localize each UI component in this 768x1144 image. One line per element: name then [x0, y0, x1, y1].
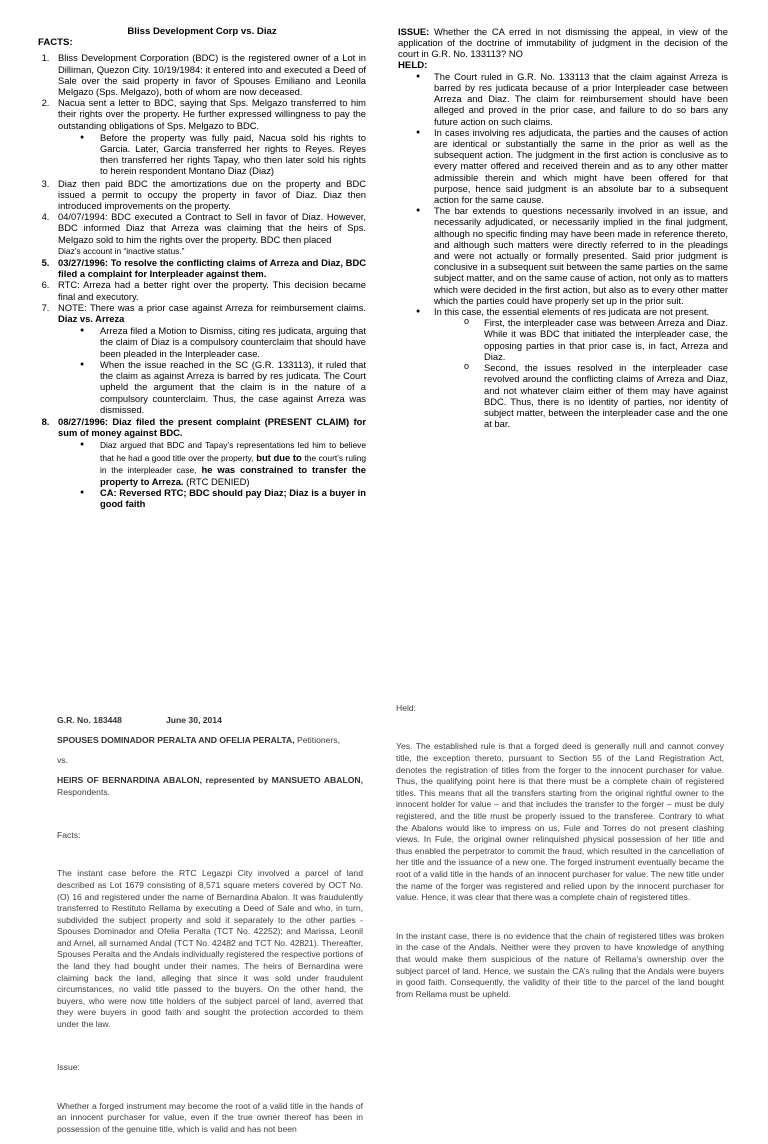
case1-left-column [38, 26, 366, 511]
petitioners-name: SPOUSES DOMINADOR PERALTA AND OFELIA PERALTA, [57, 734, 295, 745]
issue-text: Whether the CA erred in not dismissing the appeal, in view of the application of the doctrine of immutability of judgment in the decision of the court in G.R. No. 133113? NO [398, 26, 728, 60]
case2-held-paragraph: Yes. The established rule is that a forged deed is generally null and cannot convey title, the exception thereto, pursuant to Section 55 of the Land Registration Act, denotes the registration of titles from the forger to the innocent purchaser for value. Thus, the qualifying point here is that there must be a complete chain of registered titles. This means that all the transfers starting from the original rightful owner to the innocent holder for value – and that includes the transfer to the forger – must be duly registered, and the title must be properly issued to the transferee. Contrary to what the Abalons would like to impress on us, Fule and Torres do not present clashing views. In Fule, the original owner relinquished physical possession of her title and thus enabled the perpetrator to commit the fraud, which resulted in the cancellation of her title and the issuance of a new one. The forged instrument eventually became the root of a valid title in the hands of an innocent purchaser for value. The new title under the name of the forger was registered and relied upon by the innocent purchaser for value. Hence, it was clear that there was a complete chain of registered titles. [396, 741, 724, 903]
fact-text: Diaz then paid BDC the amortizations due on the property and BDC issued a permit to occupy the property in favor of Diaz. Diaz then introduced improvements on the property. [58, 177, 366, 212]
fact-text: 08/27/1996: Diaz filed the present complaint (PRESENT CLAIM) for sum of money against BDC. [58, 415, 366, 439]
issue-label: ISSUE: [398, 26, 430, 37]
case2-held-paragraph: In the instant case, there is no evidence that the chain of registered titles was broken in the case of the Andals. Neither were they proven to have knowledge of anything that would make them suspicious of the nature of Rellama’s ownership over the subject parcel of land. Hence, we sustain the CA’s ruling that the Andals were buyers in good faith. Consequently, the validity of their title to the parcel of the land bought from Rellama must be upheld. [396, 930, 724, 999]
case1-right-column [398, 26, 728, 429]
fact-subtext: Diaz argued that BDC and Tapay’s representations led him to believe that he had a good title over the property, [100, 440, 366, 463]
decision-date: June 30, 2014 [165, 714, 222, 725]
respondents-name: HEIRS OF BERNARDINA ABALON, represented by MANSUETO ABALON, [57, 775, 363, 786]
case2-right-column [396, 694, 724, 1009]
held-text: In this case, the essential elements of res judicata are not present. [434, 306, 710, 318]
case2-caption [57, 715, 363, 727]
fact-subtext-bold: but due to [256, 451, 302, 463]
fact-subtext-bold: he was constrained to transfer the property to Arreza. [100, 463, 366, 487]
fact-text: 03/27/1996: To resolve the conflicting claims of Arreza and Diaz, BDC filed a complaint for Interpleader against them. [58, 257, 366, 280]
held-sublist [434, 317, 728, 429]
fact-text: Bliss Development Corporation (BDC) is the registered owner of a Lot in Dilliman, Quezon City. 10/19/1984: it entered into and executed a Deed of Sale over the said property in favor of Spouses Emiliano and Leonila Melgazo (Sps. Melgazo), both of whom are now deceased. [58, 52, 366, 98]
fact-item [52, 52, 366, 97]
versus: vs. [57, 754, 68, 765]
case2-facts-heading: Facts: [57, 829, 81, 840]
fact-text: Nacua sent a letter to BDC, saying that Sps. Melgazo transferred to him their rights over the property. He further expressed willingness to pay the outstanding obligations of Sps. Melgazo to BDC. [58, 97, 366, 131]
fact-sublist [58, 439, 366, 509]
fact-subtext: the court’s ruling in the interpleader case, [100, 452, 367, 475]
petitioners-role: Petitioners, [297, 734, 340, 745]
case2-held-heading: Held: [396, 702, 417, 713]
fact-subitem: ● When the issue reached in the SC (G.R. 133113), it ruled that the claim as against Arreza is barred by res judicata. The Court upheld the argument that the claim is in the nature of a compulsory counterclaim. Thus, the case against Arreza was dismissed. [80, 359, 366, 415]
fact-subitem [80, 439, 366, 487]
fact-subitem: ● Arreza filed a Motion to Dismiss, citing res judicata, arguing that the claim of Diaz is a compulsory counterclaim that should have been pleaded in the Interpleader case. [80, 325, 366, 359]
case2-left-column [57, 706, 363, 1144]
case2-issue-text: Whether a forged instrument may become the root of a valid title in the hands of an innocent purchaser for value, even if the true owner thereof has been in possession of the genuine title, which is valid and has not been [57, 1100, 363, 1134]
case1-title: Bliss Development Corp vs. Diaz [127, 26, 277, 37]
fact-item [52, 178, 366, 212]
respondents-role: Respondents. [57, 786, 111, 797]
held-item: ● The Court ruled in G.R. No. 133113 that the claim against Arreza is barred by res judicata because of a prior Interpleader case between Arreza and Diaz. The claim for reimbursement should have been alleged and proved in the prior case, and failure to do so bars any future action on such claims. [416, 71, 728, 127]
fact-item [52, 257, 366, 279]
case1-held-list [398, 71, 728, 430]
fact-subitem: ● Before the property was fully paid, Nacua sold his rights to Garcia. Later, Garcia transferred her rights to Reyes. Reyes then transferred her rights Tapay, who then later sold his rights to herein respondent Montano Diaz (Diaz) [80, 132, 366, 177]
fact-item [52, 97, 366, 176]
held-item [416, 306, 728, 429]
case1-issue [398, 26, 728, 60]
gr-number: G.R. No. 183448 [57, 714, 122, 725]
fact-item [52, 416, 366, 510]
fact-subitem: ● CA: Reversed RTC; BDC should pay Diaz; Diaz is a buyer in good faith [80, 487, 366, 509]
petitioners [57, 735, 363, 747]
held-subitem: o Second, the issues resolved in the interpleader case revolved around the conflicting claims of Arreza and Diaz, and not whatever claim either of them may have against BDC. Thus, there is no identity of parties, nor identity of subject matter, between the interpleader case and the one at bar. [464, 362, 728, 429]
fact-text: RTC: Arreza had a better right over the property. This decision became final and executory. [58, 279, 366, 302]
case2-issue-heading: Issue: [57, 1061, 80, 1072]
fact-bold-tail: Diaz vs. Arreza [58, 313, 125, 325]
case1-facts-heading: FACTS: [38, 37, 73, 49]
fact-item [52, 279, 366, 301]
case1-facts-list [38, 52, 366, 509]
fact-small-text: Diaz’s account in “inactive status.” [58, 245, 185, 256]
held-subitem: o First, the interpleader case was between Arreza and Diaz. While it was BDC that initiated the interpleader case, the opposing parties in that prior case is, in fact, Arreza and Diaz. [464, 317, 728, 362]
respondents [57, 775, 363, 798]
fact-sublist [58, 325, 366, 415]
fact-text: NOTE: There was a prior case against Arreza for reimbursement claims. [58, 301, 366, 313]
held-item: ● The bar extends to questions necessarily involved in an issue, and necessarily adjudicated, or necessarily implied in the final judgment, although no specific finding may have been made in reference thereto, and although such matters were directly referred to in the pleadings and were not actually or formally presented. Said prior judgment is conclusive in a subsequent suit between the same parties on the same subject matter, and on the same cause of action, not only as to matters which were decided in the first action, but also as to every other matter which the parties could have properly set up in the prior suit. [416, 205, 728, 306]
fact-item [52, 211, 366, 257]
fact-text: 04/07/1994: BDC executed a Contract to Sell in favor of Diaz. However, BDC informed Diaz that Arreza was claiming that the heirs of Sps. Melgazo sold to him the rights over the property. BDC then placed [58, 211, 366, 245]
held-item: ● In cases involving res adjudicata, the parties and the causes of action are identical or substantially the same in the prior as well as the subsequent action. The judgment in the first action is conclusive as to every matter offered and received therein and as to any other matter admissible therein and which might have been offered for that purpose, hence said judgment is an absolute bar to a subsequent action for the same cause. [416, 127, 728, 205]
fact-item [52, 302, 366, 415]
case2-facts-text: The instant case before the RTC Legazpi City involved a parcel of land described as Lot 1679 consisting of 8,571 square meters covered by OCT No. (O) 16 and registered under the name of Bernardina Abalon. It was fraudulently transferred to Restituto Rellama by executing a Deed of Sale and who, in turn, subdivided the subject property and sold it separately to the other parties - Spouses Dominador and Ofelia Peralta (TCT No. 42252); and Marissa, Leonil and Arnel, all surnamed Andal (TCT No. 42482 and TCT No. 42821). Thereafter, Spouses Peralta and the Andals individually registered the respective portions of the land they had bought under their names. The heirs of Bernardina were claiming back the land, alleging that since it was sold under fraudulent circumstances, no valid title passed to the buyers. On the other hand, the buyers, who were now title holders of the subject parcel of land, averred that they were buyers in good faith and sought the protection accorded to them under the law. [57, 868, 363, 1030]
fact-sublist [58, 132, 366, 177]
case1-held-heading: HELD: [398, 59, 428, 71]
fact-subtext: (RTC DENIED) [186, 475, 250, 487]
